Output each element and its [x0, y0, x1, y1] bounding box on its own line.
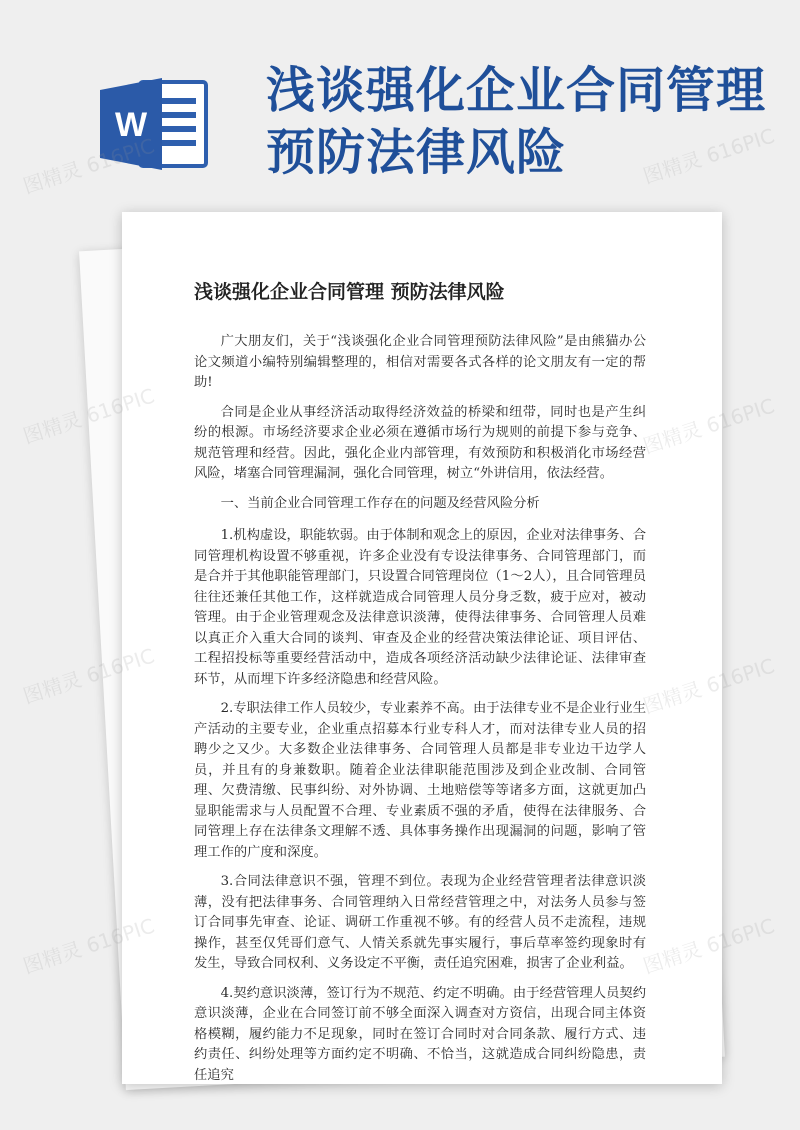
watermark: 图精灵: [20, 407, 85, 449]
paragraph-background: 合同是企业从事经济活动取得经济效益的桥梁和纽带，同时也是产生纠纷的根源。市场经济要求企业必须在遵循市场行为规则的前提下参与竞争、规范管理和经营。因此，强化企业内部管理，有效预防和积极消化市场经营风险，堵塞合同管理漏洞，强化合同管理，树立“外讲信用，依法经营。: [194, 404, 646, 481]
watermark: 616PIC: [703, 393, 778, 438]
watermark: 图精灵 616PIC: [20, 133, 158, 199]
paragraph-intro: 广大朋友们，关于“浅谈强化企业合同管理预防法律风险”是由熊猫办公论文频道小编特别编辑整理的，相信对需要各式各样的论文朋友有一定的帮助!: [194, 334, 646, 390]
cover-title: [266, 60, 786, 184]
paragraph-point-1: 1.机构虚设，职能软弱。由于体制和观念上的原因，企业对法律事务、合同管理机构设置不够重视，许多企业没有专设法律事务、合同管理部门，而是合并于其他职能管理部门，只设置合同管理岗位（1～2人），且合同管理员往往还兼任其他工作，这样就造成合同管理人员分身乏数，疲于应对，被动管理。由于企业管理观念及法律意识淡薄，使得法律事务、合同管理人员难以真正介入重大合同的谈判、审查及企业的经营决策法律论证、项目评估、工程招投标等重要经营活动中，造成各项经济活动缺少法律论证、法律审查环节，从而埋下许多经济隐患和经营风险。: [194, 528, 646, 687]
document-page: [122, 212, 722, 1084]
paragraph-point-2: 2.专职法律工作人员较少，专业素养不高。由于法律专业不是企业行业生产活动的主要专业，企业重点招募本行业专科人才，而对法律专业人员的招聘少之又少。大多数企业法律事务、合同管理人员都是非专业边干边学人员，并且有的身兼数职。随着企业法律职能范围涉及到企业改制、合同管理、欠费清缴、民事纠纷、对外协调、土地赔偿等等诸多方面，这就更加凸显职能需求与人员配置不合理、专业素质不强的矛盾，使得在法律服务、合同管理上存在法律条文理解不透、具体事务操作出现漏洞的问题，影响了管理工作的广度和深度。: [194, 701, 646, 860]
paragraph-point-4: 4.契约意识淡薄，签订行为不规范、约定不明确。由于经营管理人员契约意识淡薄，企业在合同签订前不够全面深入调查对方资信，出现合同主体资格模糊，履约能力不足现象，同时在签订合同时对合同条款、履行方式、违约责任、纠纷处理等方面约定不明确、不恰当，这就造成合同纠纷隐患，责任追究: [194, 985, 646, 1083]
watermark: 图精灵 616PIC: [20, 643, 158, 709]
cover-title-line-2: 预防法律风险: [266, 124, 567, 181]
watermark: 616PIC: [703, 653, 778, 698]
watermark: 616PIC: [703, 913, 778, 958]
watermark: 图精灵 616PIC: [640, 123, 778, 189]
document-title: 浅谈强化企业合同管理 预防法律风险: [194, 281, 505, 303]
paragraph-point-3: 3.合同法律意识不强，管理不到位。表现为企业经营管理者法律意识淡薄，没有把法律事务、合同管理纳入日常经营管理之中，对法务人员参与签订合同事先审查、论证、调研工作重视不够。有的经营人员不走流程，违规操作，甚至仅凭哥们意气、人情关系就先事实履行，事后草率签约现象时有发生，导致合同权利、义务设定不平衡，责任追究困难，损害了企业利益。: [194, 874, 646, 971]
watermark: 图精灵 616PIC: [20, 913, 158, 979]
cover-title-line-1: 浅谈强化企业合同管理: [266, 62, 767, 119]
word-letter: W: [114, 106, 148, 144]
word-document-icon: [100, 76, 210, 172]
section-heading: 一、当前企业合同管理工作存在的问题及经营风险分析: [220, 495, 540, 511]
